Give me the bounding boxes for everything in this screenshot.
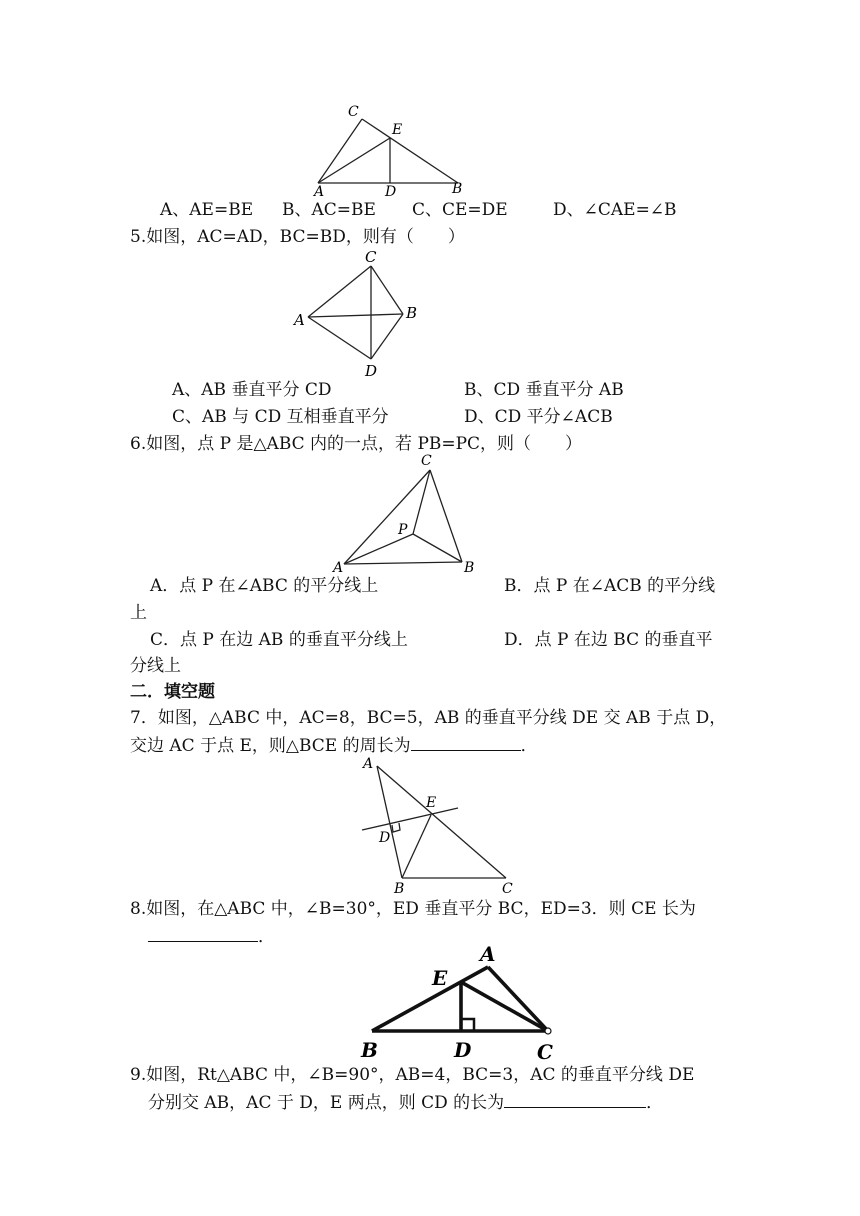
- label-c: C: [421, 453, 432, 469]
- label-d: D: [365, 362, 378, 380]
- q4-option-a: A、AE=BE: [160, 200, 254, 220]
- q9-end: ．: [646, 1093, 664, 1113]
- q6-stem: 6.如图，点 P 是△ABC 内的一点，若 PB=PC，则（ ）: [130, 434, 583, 454]
- q5-option-a: A、AB 垂直平分 CD: [172, 380, 332, 400]
- q4-option-d: D、∠CAE=∠B: [553, 200, 677, 220]
- q5-stem: 5.如图，AC=AD，BC=BD，则有（ ）: [130, 227, 465, 247]
- label-c: C: [502, 881, 513, 897]
- label-e: E: [426, 795, 437, 811]
- q5-option-c: C、AB 与 CD 互相垂直平分: [172, 407, 389, 427]
- q5-option-d: D、CD 平分∠ACB: [464, 407, 613, 427]
- q7-text: 交边 AC 于点 E，则△BCE 的周长为: [130, 736, 411, 756]
- q6-option-d: D．点 P 在边 BC 的垂直平: [504, 630, 713, 650]
- label-b: B: [452, 181, 463, 197]
- label-b: B: [361, 1038, 378, 1062]
- label-p: P: [398, 522, 408, 538]
- label-a: A: [480, 942, 496, 966]
- q9-line1: 9.如图，Rt△ABC 中，∠B=90°，AB=4，BC=3，AC 的垂直平分线 DE: [130, 1065, 695, 1085]
- label-a: A: [314, 184, 325, 200]
- label-b: B: [406, 304, 418, 322]
- q9-text: 分别交 AB，AC 于 D，E 两点，则 CD 的长为: [148, 1093, 505, 1113]
- q6-option-c: C．点 P 在边 AB 的垂直平分线上: [150, 630, 408, 650]
- q6-option-b: B．点 P 在∠ACB 的平分线: [504, 576, 716, 596]
- label-b: B: [464, 560, 475, 576]
- q8-line1: 8.如图，在△ABC 中，∠B=30°，ED 垂直平分 BC，ED=3．则 CE 长为: [130, 899, 696, 919]
- q6-option-d-cont: 分线上: [130, 656, 181, 676]
- label-d: D: [454, 1038, 472, 1062]
- label-c: C: [537, 1040, 553, 1064]
- q7-end: ．: [520, 736, 538, 756]
- label-d: D: [385, 184, 397, 200]
- section-title: 二．填空题: [130, 682, 215, 702]
- label-a: A: [294, 311, 305, 329]
- label-c: C: [365, 248, 377, 266]
- label-b: B: [394, 881, 405, 897]
- label-e: E: [432, 966, 448, 990]
- label-a: A: [363, 756, 374, 772]
- q9-answer-blank[interactable]: [504, 1091, 646, 1108]
- label-d: D: [379, 830, 391, 846]
- q5-option-b: B、CD 垂直平分 AB: [464, 380, 624, 400]
- q6-option-b-cont: 上: [130, 603, 147, 623]
- q7-line1: 7．如图，△ABC 中，AC=8，BC=5，AB 的垂直平分线 DE 交 AB 于点 D，: [130, 708, 727, 728]
- q9-line2: [148, 1091, 663, 1114]
- label-c: C: [348, 104, 359, 120]
- q4-option-b: B、AC=BE: [282, 200, 376, 220]
- q6-option-a: A．点 P 在∠ABC 的平分线上: [150, 576, 379, 596]
- q4-option-c: C、CE=DE: [412, 200, 508, 220]
- label-a: A: [333, 560, 344, 576]
- q8-end: ．: [258, 927, 275, 947]
- label-e: E: [392, 122, 403, 138]
